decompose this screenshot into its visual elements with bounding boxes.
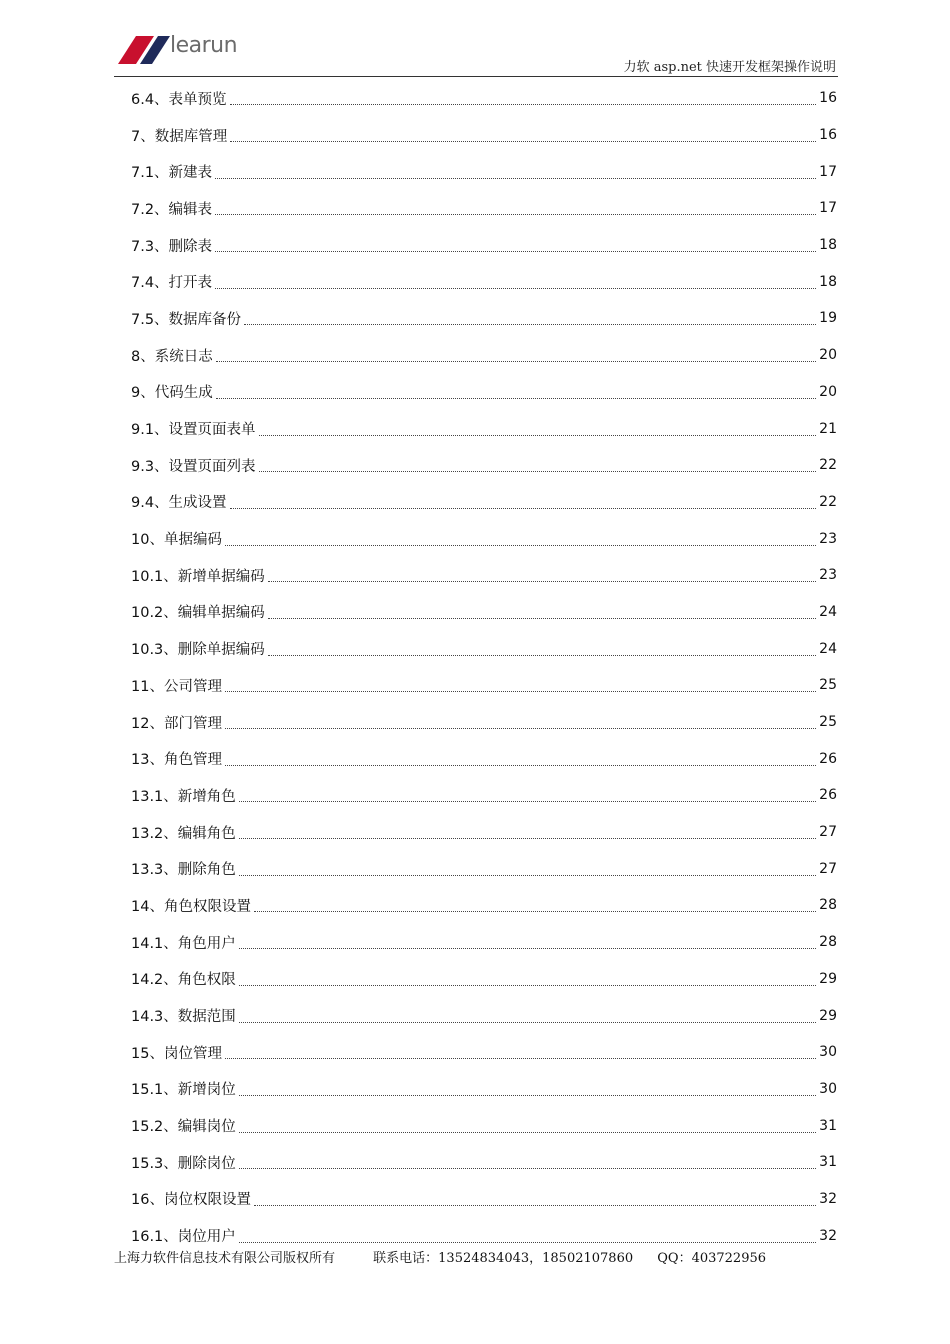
toc-leader-dots: [268, 580, 816, 582]
toc-leader-dots: [254, 1204, 816, 1206]
toc-entry-label: 11、公司管理: [131, 678, 222, 695]
toc-entry-label: 9.4、生成设置: [131, 495, 227, 512]
toc-entry-page-number: 18: [819, 273, 837, 290]
toc-leader-dots: [215, 287, 816, 289]
toc-entry-label: 9.1、设置页面表单: [131, 422, 256, 439]
toc-entry-label: 7.1、新建表: [131, 165, 213, 182]
header-divider: [114, 76, 838, 77]
toc-entry-page-number: 28: [819, 897, 837, 914]
toc-entry[interactable]: [131, 447, 837, 484]
toc-entry-label: 9.3、设置页面列表: [131, 458, 256, 475]
toc-leader-dots: [239, 1094, 816, 1096]
toc-entry[interactable]: [131, 594, 837, 631]
toc-entry-page-number: 24: [819, 603, 837, 620]
toc-entry[interactable]: [131, 520, 837, 557]
toc-leader-dots: [215, 213, 816, 215]
toc-entry-page-number: 24: [819, 640, 837, 657]
toc-entry-page-number: 25: [819, 714, 837, 731]
toc-leader-dots: [230, 103, 817, 105]
toc-leader-dots: [225, 764, 816, 766]
toc-leader-dots: [215, 177, 816, 179]
toc-entry-label: 15.2、编辑岗位: [131, 1119, 236, 1136]
toc-entry-page-number: 32: [819, 1190, 837, 1207]
toc-entry-page-number: 29: [819, 970, 837, 987]
toc-entry-page-number: 16: [819, 127, 837, 144]
toc-entry[interactable]: [131, 887, 837, 924]
toc-entry-page-number: 23: [819, 567, 837, 584]
toc-entry-label: 8、系统日志: [131, 348, 213, 365]
toc-entry[interactable]: [131, 1107, 837, 1144]
toc-entry-page-number: 31: [819, 1154, 837, 1171]
toc-entry-label: 7.5、数据库备份: [131, 311, 242, 328]
logo-text: learun: [170, 33, 238, 58]
toc-entry-page-number: 17: [819, 200, 837, 217]
toc-leader-dots: [216, 360, 816, 362]
toc-leader-dots: [239, 874, 816, 876]
footer-company: 上海力软件信息技术有限公司版权所有: [114, 1251, 336, 1266]
document-header-title: 力软 asp.net 快速开发框架操作说明: [623, 60, 836, 75]
toc-entry-page-number: 22: [819, 493, 837, 510]
toc-entry[interactable]: [131, 667, 837, 704]
toc-entry-label: 10.3、删除单据编码: [131, 642, 265, 659]
toc-entry-page-number: 32: [819, 1227, 837, 1244]
toc-leader-dots: [239, 1021, 816, 1023]
toc-leader-dots: [268, 617, 816, 619]
toc-entry[interactable]: [131, 153, 837, 190]
toc-leader-dots: [239, 1167, 816, 1169]
toc-leader-dots: [239, 837, 816, 839]
toc-entry-label: 13.2、编辑角色: [131, 825, 236, 842]
learun-logo-mark-icon: [114, 30, 174, 70]
toc-entry-label: 10、单据编码: [131, 532, 222, 549]
toc-entry-page-number: 31: [819, 1117, 837, 1134]
toc-entry-page-number: 28: [819, 934, 837, 951]
toc-entry-page-number: 30: [819, 1044, 837, 1061]
toc-entry-label: 10.1、新增单据编码: [131, 568, 265, 585]
toc-leader-dots: [268, 654, 816, 656]
toc-entry-page-number: 25: [819, 677, 837, 694]
toc-leader-dots: [239, 1241, 816, 1243]
toc-entry[interactable]: [131, 374, 837, 411]
toc-entry-label: 14.2、角色权限: [131, 972, 236, 989]
toc-entry[interactable]: [131, 227, 837, 264]
table-of-contents: [131, 80, 837, 1254]
toc-entry-label: 13、角色管理: [131, 752, 222, 769]
toc-entry-label: 13.1、新增角色: [131, 788, 236, 805]
toc-entry-label: 6.4、表单预览: [131, 91, 227, 108]
toc-leader-dots: [239, 1131, 816, 1133]
toc-entry[interactable]: [131, 117, 837, 154]
toc-entry[interactable]: [131, 1144, 837, 1181]
toc-entry[interactable]: [131, 814, 837, 851]
toc-leader-dots: [259, 434, 817, 436]
toc-entry[interactable]: [131, 410, 837, 447]
toc-leader-dots: [259, 470, 817, 472]
toc-entry-page-number: 29: [819, 1007, 837, 1024]
toc-leader-dots: [225, 1057, 816, 1059]
toc-entry-page-number: 27: [819, 860, 837, 877]
page-footer: [114, 1247, 766, 1266]
toc-leader-dots: [216, 397, 816, 399]
toc-entry-page-number: 18: [819, 237, 837, 254]
toc-leader-dots: [230, 507, 817, 509]
toc-entry-page-number: 26: [819, 787, 837, 804]
toc-entry-page-number: 16: [819, 90, 837, 107]
toc-entry-label: 15、岗位管理: [131, 1045, 222, 1062]
toc-entry-label: 7.4、打开表: [131, 275, 213, 292]
toc-leader-dots: [215, 250, 816, 252]
toc-leader-dots: [225, 727, 816, 729]
toc-leader-dots: [225, 690, 816, 692]
toc-leader-dots: [254, 910, 816, 912]
toc-entry-page-number: 22: [819, 457, 837, 474]
toc-entry[interactable]: [131, 1071, 837, 1108]
toc-entry-label: 10.2、编辑单据编码: [131, 605, 265, 622]
toc-entry-label: 7、数据库管理: [131, 128, 228, 145]
toc-entry-label: 13.3、删除角色: [131, 862, 236, 879]
toc-entry-label: 15.1、新增岗位: [131, 1082, 236, 1099]
toc-entry[interactable]: [131, 740, 837, 777]
toc-leader-dots: [225, 544, 816, 546]
toc-entry-label: 7.3、删除表: [131, 238, 213, 255]
toc-entry[interactable]: [131, 557, 837, 594]
toc-leader-dots: [230, 140, 816, 142]
toc-entry-page-number: 27: [819, 824, 837, 841]
toc-entry[interactable]: [131, 190, 837, 227]
toc-leader-dots: [244, 323, 816, 325]
toc-entry-label: 9、代码生成: [131, 385, 213, 402]
toc-entry[interactable]: [131, 300, 837, 337]
toc-entry[interactable]: [131, 997, 837, 1034]
footer-phone: 联系电话：13524834043，18502107860: [373, 1251, 634, 1266]
toc-entry-page-number: 19: [819, 310, 837, 327]
toc-entry-label: 16、岗位权限设置: [131, 1192, 251, 1209]
toc-entry[interactable]: [131, 263, 837, 300]
toc-entry[interactable]: [131, 850, 837, 887]
toc-entry[interactable]: [131, 484, 837, 521]
toc-entry-page-number: 17: [819, 163, 837, 180]
toc-entry-label: 14.1、角色用户: [131, 935, 236, 952]
toc-entry-label: 7.2、编辑表: [131, 201, 213, 218]
toc-entry[interactable]: [131, 777, 837, 814]
toc-entry-label: 14.3、数据范围: [131, 1009, 236, 1026]
toc-entry-page-number: 20: [819, 347, 837, 364]
toc-entry-page-number: 23: [819, 530, 837, 547]
toc-entry[interactable]: [131, 1034, 837, 1071]
toc-entry[interactable]: [131, 337, 837, 374]
toc-entry-label: 16.1、岗位用户: [131, 1229, 236, 1246]
toc-leader-dots: [239, 984, 816, 986]
toc-entry[interactable]: [131, 961, 837, 998]
toc-entry-label: 14、角色权限设置: [131, 898, 251, 915]
footer-qq: QQ：403722956: [657, 1251, 767, 1266]
toc-entry-label: 15.3、删除岗位: [131, 1155, 236, 1172]
toc-entry[interactable]: [131, 1181, 837, 1218]
toc-entry[interactable]: [131, 704, 837, 741]
toc-entry-page-number: 26: [819, 750, 837, 767]
toc-leader-dots: [239, 800, 816, 802]
toc-entry[interactable]: [131, 924, 837, 961]
toc-entry-page-number: 21: [819, 420, 837, 437]
toc-entry-page-number: 30: [819, 1080, 837, 1097]
toc-leader-dots: [239, 947, 816, 949]
toc-entry-page-number: 20: [819, 383, 837, 400]
toc-entry-label: 12、部门管理: [131, 715, 222, 732]
toc-entry[interactable]: [131, 80, 837, 117]
toc-entry[interactable]: [131, 630, 837, 667]
